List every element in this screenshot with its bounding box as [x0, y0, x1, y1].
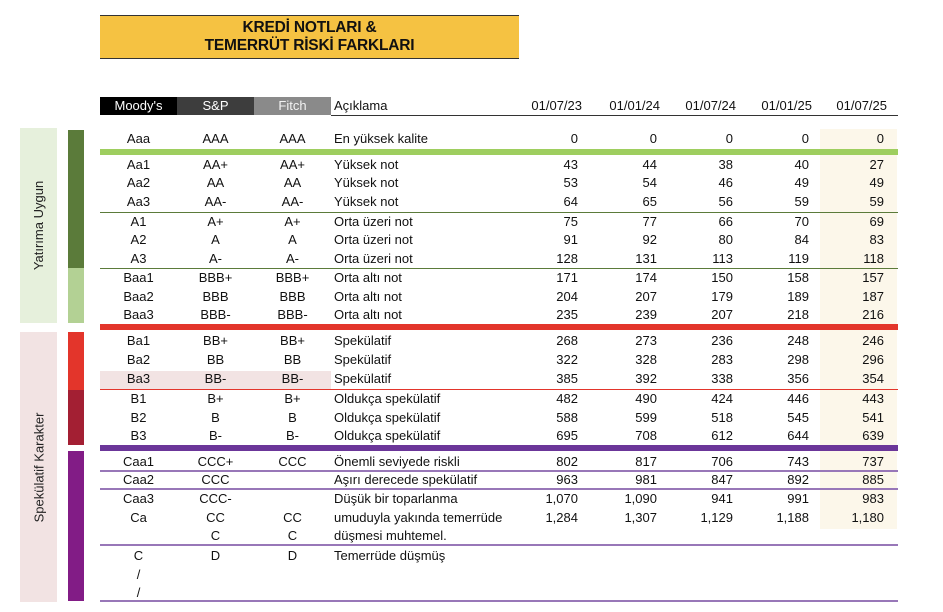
fitch-rating: C [287, 528, 298, 543]
spread-value-2: 599 [635, 409, 657, 425]
spread-value-4: 49 [794, 175, 809, 190]
table-row [100, 490, 898, 509]
table-row [100, 453, 898, 472]
spread-value-1: 695 [556, 428, 578, 443]
spread-value-5: 639 [862, 428, 884, 443]
fitch-rating: AA [283, 175, 302, 190]
spread-value-5: 27 [869, 156, 884, 172]
spread-value-3: 38 [718, 156, 733, 172]
sp-rating: D [210, 548, 221, 563]
spread-value-2: 65 [642, 193, 657, 209]
spread-value-1: 268 [556, 333, 578, 348]
spread-value-3: 66 [718, 213, 733, 229]
spread-value-4: 298 [787, 352, 809, 367]
spread-value-5: 216 [862, 307, 884, 322]
bar-high-grade [68, 130, 84, 268]
spread-value-1: 53 [563, 175, 578, 190]
spread-value-4: 40 [794, 156, 809, 172]
spread-value-4: 892 [787, 472, 809, 487]
rating-description: Oldukça spekülatif [334, 428, 441, 443]
spread-value-5: 246 [862, 333, 884, 348]
table-row [100, 156, 898, 175]
table-row [100, 193, 898, 212]
spread-value-5: 59 [869, 193, 884, 209]
title-box [100, 15, 519, 59]
sp-rating: AA [206, 175, 225, 190]
table-row [100, 427, 898, 446]
rating-description: Spekülatif [334, 352, 392, 367]
spread-value-5: 983 [862, 491, 884, 506]
header-divider [331, 115, 898, 116]
moodys-rating: Baa2 [123, 288, 154, 304]
rating-description: Orta üzeri not [334, 213, 413, 229]
rating-description: Yüksek not [334, 193, 399, 209]
sp-rating: BB+ [203, 333, 228, 348]
spread-value-5: 49 [869, 175, 884, 190]
spread-value-5: 1,180 [851, 509, 884, 525]
spread-value-2: 490 [635, 391, 657, 406]
spread-value-1: 204 [556, 288, 578, 304]
table-row [100, 584, 898, 603]
sp-rating: BB [206, 352, 225, 367]
header-description: Açıklama [334, 98, 388, 113]
rating-description: düşmesi muhtemel. [334, 528, 447, 543]
rating-description: umuduyla yakında temerrüde [334, 509, 503, 525]
spread-value-3: 80 [718, 232, 733, 247]
rating-description: Önemli seviyede riskli [334, 454, 460, 469]
spread-value-1: 64 [563, 193, 578, 209]
sp-rating: CC [206, 509, 225, 525]
moodys-rating: Ca [130, 509, 147, 525]
sp-rating: B+ [207, 391, 224, 406]
spread-value-2: 817 [635, 454, 657, 469]
group-speculative-label: Spekülatif Karakter [31, 412, 46, 522]
spread-value-4: 356 [787, 371, 809, 386]
separator-green-thick [100, 149, 898, 155]
spread-value-2: 207 [635, 288, 657, 304]
spread-value-4: 446 [787, 391, 809, 406]
spread-value-4: 218 [787, 307, 809, 322]
spread-value-1: 963 [556, 472, 578, 487]
moodys-rating: Caa3 [122, 491, 155, 506]
fitch-rating: B- [286, 428, 299, 443]
spread-value-3: 338 [711, 371, 733, 386]
spread-value-2: 981 [635, 472, 657, 487]
fitch-rating: BBB+ [275, 270, 310, 285]
rating-description: Spekülatif [334, 333, 392, 348]
spread-value-3: 56 [718, 193, 733, 209]
spread-value-2: 1,307 [624, 509, 657, 525]
fitch-rating: CCC [278, 454, 307, 469]
sp-rating: BBB- [200, 307, 231, 322]
spread-value-5: 737 [862, 454, 884, 469]
group-investment-label: Yatırıma Uygun [31, 180, 47, 271]
moodys-rating: Caa2 [122, 472, 155, 487]
sp-rating: B- [209, 428, 222, 443]
spread-value-3: 706 [711, 454, 733, 469]
spread-value-1: 0 [570, 131, 578, 146]
spread-value-4: 545 [787, 409, 809, 425]
spread-value-3: 179 [711, 288, 733, 304]
sp-rating: AAA [202, 131, 229, 146]
separator-red-thick [100, 324, 898, 330]
spread-value-4: 59 [794, 193, 809, 209]
spread-value-2: 239 [635, 307, 657, 322]
header-moodys: Moody's [100, 97, 177, 115]
spread-value-1: 235 [556, 307, 578, 322]
moodys-rating: Aa3 [126, 193, 151, 209]
spread-value-5: 296 [862, 352, 884, 367]
sp-rating: B [211, 409, 220, 425]
title-line-2: TEMERRÜT RİSKİ FARKLARI [204, 37, 415, 54]
moodys-rating: B3 [130, 428, 147, 443]
spread-value-3: 150 [711, 270, 733, 285]
sp-rating: AA- [204, 193, 227, 209]
table-row [100, 509, 898, 528]
sp-rating: A- [209, 250, 222, 266]
rating-description: Orta altı not [334, 307, 402, 322]
spread-value-5: 69 [869, 213, 884, 229]
fitch-rating: A- [286, 250, 299, 266]
spread-value-3: 46 [718, 175, 733, 190]
spread-value-3: 0 [725, 131, 733, 146]
moodys-rating: Baa1 [123, 270, 154, 285]
moodys-rating: Ba3 [126, 371, 151, 386]
fitch-rating: B+ [284, 391, 301, 406]
header-fitch: Fitch [254, 97, 331, 115]
title-line-1: KREDİ NOTLARI & [242, 19, 377, 36]
sp-rating: BBB [202, 288, 229, 304]
fitch-rating: D [287, 548, 298, 563]
spread-value-1: 1,070 [545, 491, 578, 506]
rating-description: Oldukça spekülatif [334, 391, 441, 406]
table-row [100, 471, 898, 490]
header-sp: S&P [177, 97, 254, 115]
header-date-3: 01/07/24 [685, 98, 736, 113]
moodys-rating: / [136, 566, 141, 582]
spread-value-4: 119 [788, 250, 809, 266]
spread-value-4: 158 [787, 270, 809, 285]
spread-value-2: 131 [635, 250, 657, 266]
sp-rating: BBB+ [198, 270, 233, 285]
table-row [100, 409, 898, 428]
table-row [100, 269, 898, 288]
moodys-rating: A3 [130, 250, 147, 266]
spread-value-4: 248 [787, 333, 809, 348]
rating-description: Orta üzeri not [334, 250, 413, 266]
sp-rating: AA+ [203, 156, 228, 172]
spread-value-2: 1,090 [624, 491, 657, 506]
spread-value-2: 174 [635, 270, 657, 285]
spread-value-5: 0 [876, 131, 884, 146]
spread-value-5: 157 [862, 270, 884, 285]
spread-value-3: 236 [711, 333, 733, 348]
table-row [100, 288, 898, 307]
spread-value-3: 207 [711, 307, 733, 322]
spread-value-5: 354 [862, 371, 884, 386]
spread-value-3: 1,129 [700, 509, 733, 525]
sp-rating: A+ [207, 213, 224, 229]
table-row [100, 566, 898, 585]
moodys-rating: A1 [130, 213, 147, 229]
spread-value-2: 392 [635, 371, 657, 386]
header-date-4: 01/01/25 [761, 98, 812, 113]
bar-speculative [68, 332, 84, 390]
spread-value-4: 0 [801, 131, 809, 146]
separator-purple-thick [100, 445, 898, 451]
rating-description: Temerrüde düşmüş [334, 548, 446, 563]
fitch-rating: A+ [284, 213, 301, 229]
spread-value-1: 43 [563, 156, 578, 172]
spread-value-4: 70 [794, 213, 809, 229]
rating-description: Orta altı not [334, 288, 402, 304]
moodys-rating: Caa1 [122, 454, 155, 469]
spread-value-3: 113 [712, 250, 733, 266]
table-row [100, 527, 898, 546]
spread-value-2: 708 [635, 428, 657, 443]
spread-value-4: 743 [787, 454, 809, 469]
table-row [100, 231, 898, 250]
spread-value-2: 273 [635, 333, 657, 348]
spread-value-1: 322 [556, 352, 578, 367]
moodys-rating: Aaa [126, 131, 151, 146]
rating-description: Yüksek not [334, 175, 399, 190]
group-speculative-grade [20, 332, 57, 602]
spread-value-2: 92 [642, 232, 657, 247]
spread-value-2: 44 [642, 156, 657, 172]
header-date-1: 01/07/23 [531, 98, 582, 113]
fitch-rating: BB- [281, 371, 304, 386]
spread-value-3: 847 [711, 472, 733, 487]
fitch-rating: BB [283, 352, 302, 367]
bar-highly-speculative [68, 390, 84, 445]
header-date-5: 01/07/25 [836, 98, 887, 113]
fitch-rating: BBB [279, 288, 306, 304]
sp-rating: C [210, 528, 221, 543]
rating-description: Spekülatif [334, 371, 392, 386]
spread-value-2: 0 [649, 131, 657, 146]
spread-value-1: 91 [563, 232, 578, 247]
spread-value-4: 991 [787, 491, 809, 506]
rating-description: Yüksek not [334, 156, 399, 172]
table-row [100, 174, 898, 193]
spread-value-1: 802 [556, 454, 578, 469]
spread-value-3: 424 [711, 391, 733, 406]
sp-rating: CCC [201, 472, 230, 487]
spread-value-4: 189 [787, 288, 809, 304]
spread-value-3: 612 [711, 428, 733, 443]
spread-value-2: 77 [642, 213, 657, 229]
spread-value-5: 118 [863, 250, 884, 266]
moodys-rating: A2 [130, 232, 147, 247]
moodys-rating: Ba2 [126, 352, 151, 367]
table-row [100, 390, 898, 409]
table-row [100, 351, 898, 370]
moodys-rating: Aa1 [126, 156, 151, 172]
spread-value-3: 283 [711, 352, 733, 367]
rating-description: Düşük bir toparlanma [334, 491, 458, 506]
table-row [100, 306, 898, 325]
table-row [100, 250, 898, 269]
moodys-rating: Baa3 [123, 307, 154, 322]
fitch-rating: AA+ [280, 156, 305, 172]
spread-value-5: 443 [862, 391, 884, 406]
moodys-rating: Ba1 [126, 333, 151, 348]
rating-description: Orta altı not [334, 270, 402, 285]
spread-value-3: 518 [711, 409, 733, 425]
spread-value-1: 1,284 [545, 509, 578, 525]
spread-value-1: 75 [563, 213, 578, 229]
fitch-rating: AAA [279, 131, 306, 146]
spread-value-1: 482 [556, 391, 578, 406]
spread-value-5: 541 [862, 409, 884, 425]
table-row [100, 370, 898, 389]
sp-rating: A [211, 232, 220, 247]
rating-description: Orta üzeri not [334, 232, 413, 247]
table-row [100, 547, 898, 566]
bar-medium-grade [68, 268, 84, 323]
spread-value-4: 644 [787, 428, 809, 443]
group-investment-grade [20, 128, 57, 323]
moodys-rating: C [133, 548, 144, 563]
spread-value-1: 588 [556, 409, 578, 425]
spread-value-1: 385 [556, 371, 578, 386]
spread-value-3: 941 [711, 491, 733, 506]
spread-value-2: 328 [635, 352, 657, 367]
fitch-rating: CC [283, 509, 302, 525]
header-date-2: 01/01/24 [609, 98, 660, 113]
fitch-rating: BBB- [277, 307, 308, 322]
rating-description: En yüksek kalite [334, 131, 428, 146]
spread-value-1: 171 [556, 270, 578, 285]
table-row [100, 130, 898, 149]
rating-description: Aşırı derecede spekülatif [334, 472, 478, 487]
table-row [100, 213, 898, 232]
sp-rating: CCC- [199, 491, 232, 506]
spread-value-1: 128 [556, 250, 578, 266]
moodys-rating: B2 [130, 409, 147, 425]
moodys-rating: / [136, 585, 141, 600]
fitch-rating: AA- [281, 193, 304, 209]
fitch-rating: B [288, 409, 297, 425]
table-row [100, 332, 898, 351]
spread-value-4: 1,188 [776, 509, 809, 525]
spread-value-5: 83 [869, 232, 884, 247]
spread-value-5: 885 [862, 472, 884, 487]
fitch-rating: BB+ [280, 333, 305, 348]
moodys-rating: B1 [130, 391, 147, 406]
spread-value-4: 84 [794, 232, 809, 247]
sp-rating: CCC+ [197, 454, 234, 469]
fitch-rating: A [288, 232, 297, 247]
spread-value-2: 54 [642, 175, 657, 190]
moodys-rating: Aa2 [126, 175, 151, 190]
bar-substantial-risk [68, 451, 84, 601]
spread-value-5: 187 [862, 288, 884, 304]
rating-description: Oldukça spekülatif [334, 409, 441, 425]
sp-rating: BB- [204, 371, 227, 386]
